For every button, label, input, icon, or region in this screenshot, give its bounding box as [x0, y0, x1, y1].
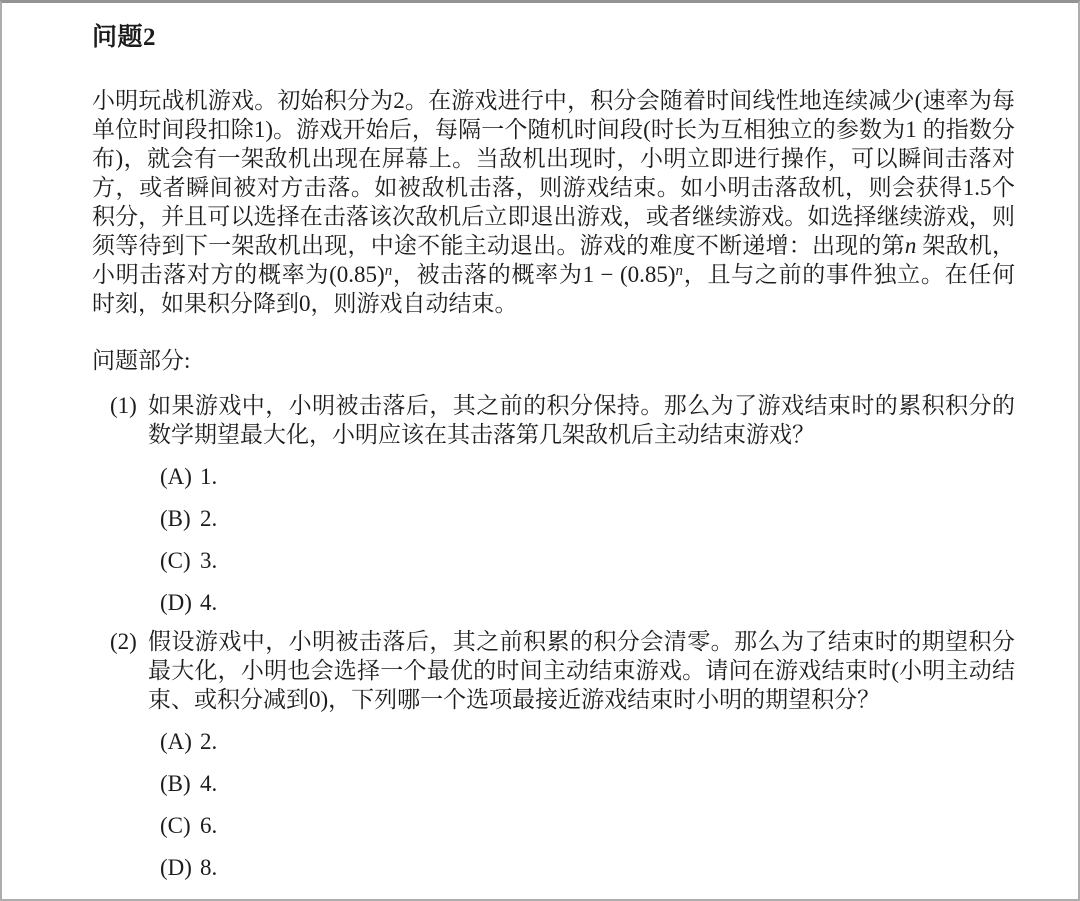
statement-line: 小明击落对方的概率为$(0.85)^n$，被击落的概率为$1 - (0.85)^n$，且与之前的事件独立。在任何 — [92, 262, 1015, 287]
question-1-text-line: 数学期望最大化，小明应该在其击落第几架敌机后主动结束游戏？ — [148, 422, 815, 447]
option-value: 8. — [200, 855, 218, 880]
option-label: (B) — [160, 506, 191, 531]
option-value: 2. — [200, 729, 218, 754]
question-1 — [92, 391, 1015, 617]
question-2-options — [148, 727, 1015, 882]
statement-line: 须等待到下一架敌机出现，中途不能主动退出。游戏的难度不断递增：出现的第n 架敌机， — [92, 233, 1016, 258]
option-label: (D) — [160, 590, 192, 615]
question-2-text-line: 假设游戏中，小明被击落后，其之前积累的积分会清零。那么为了结束时的期望积分 — [148, 629, 1015, 654]
question-1-body — [148, 391, 1015, 617]
statement-line: 布)，就会有一架敌机出现在屏幕上。当敌机出现时，小明立即进行操作，可以瞬间击落对 — [92, 146, 1015, 171]
question-1-options — [148, 462, 1015, 617]
option-label: (C) — [160, 548, 191, 573]
option-row — [160, 462, 1015, 491]
question-1-text-line: 如果游戏中，小明被击落后，其之前的积分保持。那么为了游戏结束时的累积积分的 — [148, 393, 1015, 418]
option-value: 6. — [200, 813, 218, 838]
option-label: (C) — [160, 813, 191, 838]
option-row — [160, 769, 1015, 798]
question-1-number: (1) — [110, 393, 137, 418]
option-label: (A) — [160, 464, 192, 489]
problem-title: 问题2 — [92, 24, 157, 51]
question-2-text-line: 束、或积分减到0)，下列哪一个选项最接近游戏结束时小明的期望积分？ — [148, 687, 881, 712]
statement-line: 时刻，如果积分降到0，则游戏自动结束。 — [92, 291, 518, 316]
option-value: 4. — [200, 590, 218, 615]
option-value: 1. — [200, 464, 218, 489]
questions-section-label: 问题部分: — [92, 348, 191, 373]
option-value: 3. — [200, 548, 218, 573]
statement-line: 积分，并且可以选择在击落该次敌机后立即退出游戏，或者继续游戏。如选择继续游戏，则 — [92, 204, 1015, 229]
statement-line: 单位时间段扣除1)。游戏开始后，每隔一个随机时间段(时长为互相独立的参数为1 的指数分 — [92, 117, 1015, 142]
option-label: (D) — [160, 855, 192, 880]
statement-line: 小明玩战机游戏。初始积分为2。在游戏进行中，积分会随着时间线性地连续减少(速率为每 — [92, 88, 1015, 113]
statement-line: 方，或者瞬间被对方击落。如被敌机击落，则游戏结束。如小明击落敌机，则会获得1.5个 — [92, 175, 1015, 200]
question-2-text-line: 最大化，小明也会选择一个最优的时间主动结束游戏。请问在游戏结束时(小明主动结 — [148, 658, 1015, 683]
option-row — [160, 588, 1015, 617]
problem-statement — [92, 86, 1015, 318]
option-row — [160, 546, 1015, 575]
option-label: (A) — [160, 729, 192, 754]
question-2-number: (2) — [110, 629, 137, 654]
option-row — [160, 853, 1015, 882]
question-2-body — [148, 627, 1015, 882]
option-value: 2. — [200, 506, 218, 531]
option-value: 4. — [200, 771, 218, 796]
option-row — [160, 504, 1015, 533]
option-label: (B) — [160, 771, 191, 796]
option-row — [160, 811, 1015, 840]
question-2 — [92, 627, 1015, 882]
option-row — [160, 727, 1015, 756]
